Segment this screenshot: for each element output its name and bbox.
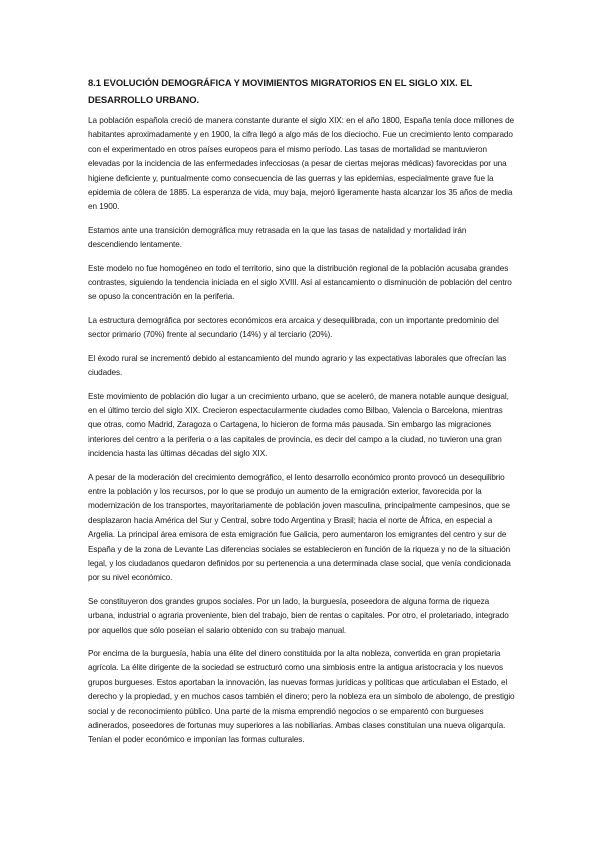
paragraph-social-groups: Se constituyeron dos grandes grupos sociales. Por un lado, la burguesía, poseedora de alguna forma de riqueza urbana, industrial o agraria proveniente, bien del trabajo, bien de rentas o capitales. Por otro, el proletariado, integrado por aquellos que sólo poseían el salario obtenido con su trabajo manual. [88, 596, 509, 635]
document-page [88, 74, 516, 757]
paragraph-population-growth: La población española creció de manera constante durante el siglo XIX: en el año 1800, España tenía doce millones de habitantes aproximadamente y en 1900, la cifra llegó a algo más de los dieciocho. Fue un crecimiento lento comparado con el experimentado en otros países europeos para el mismo período. Las tasas de mortalidad se mantuvieron elevadas por la incidencia de las enfermedades infecciosas (a pesar de ciertas mejoras médicas) favorecidas por una higiene deficiente y, puntualmente como consecuencia de las guerras y las epidemias, especialmente grave fue la epidemia de cólera de 1885. La esperanza de vida, muy baja, mejoró ligeramente hasta alcanzar los 35 años de media en 1900. [88, 116, 514, 212]
paragraph-demographic-transition: Estamos ante una transición demográfica muy retrasada en la que las tasas de natalidad y mortalidad irán descendiendo lentamente. [88, 225, 467, 250]
paragraph-urban-growth: Este movimiento de población dio lugar a un crecimiento urbano, que se aceleró, de manera notable aunque desigual, en el último tercio del siglo XIX. Crecieron espectacularmente ciudades como Bilbao, Valencia o Barcelona, mientras que otras, como Madrid, Zaragoza o Cartagena, lo hicieron de forma más pausada. Sin embargo las migraciones interiores del centro a la periferia o a las capitales de provincia, es decir del campo a la ciudad, no tuvieron una gran incidencia hasta las últimas décadas del siglo XIX. [88, 391, 509, 459]
paragraph-elite: Por encima de la burguesía, había una élite del dinero constituida por la alta nobleza, convertida en gran propietaria agrícola. La élite dirigente de la sociedad se estructuró como una simbiosis entre la antigua aristocracia y los nuevos grupos burgueses. Estos aportaban la innovación, las nuevas formas jurídicas y políticas que articulaban el Estado, el derecho y la propiedad, y en muchos casos también el dinero; pero la nobleza era un símbolo de abolengo, de prestigio social y de reconocimiento público. Una parte de la misma emprendió negocios o se emparentó con burgueses adinerados, poseedores de fortunas muy superiores a las nobiliarias. Ambas clases constituían una nueva oligarquía. Tenían el poder económico e imponían las formas culturales. [88, 649, 515, 745]
paragraph-rural-exodus: El éxodo rural se incrementó debido al estancamiento del mundo agrario y las expectativas laborales que ofrecían las ciudades. [88, 353, 507, 378]
paragraph-emigration: A pesar de la moderación del crecimiento demográfico, el lento desarrollo económico pronto provocó un desequilibrio entre la población y los recursos, por lo que se produjo un aumento de la emigración exterior, favorecida por la modernización de los transportes, mayoritariamente de población joven masculina, principalmente campesinos, que se desplazaron hacia América del Sur y Central, sobre todo Argentina y Brasil; hacia el norte de África, en especial a Argelia. La principal área emisora de esta emigración fue Galicia, pero aumentaron los emigrantes del centro y sur de España y de la zona de Levante Las diferencias sociales se establecieron en función de la riqueza y no de la situación legal, y los ciudadanos quedaron definidos por su pertenencia a una determinada clase social, que venía condicionada por su nivel económico. [88, 472, 511, 583]
document-title: 8.1 EVOLUCIÓN DEMOGRÁFICA Y MOVIMIENTOS MIGRATORIOS EN EL SIGLO XIX. EL DESARROLLO URBANO. [88, 77, 473, 105]
paragraph-economic-sectors: La estructura demográfica por sectores económicos era arcaica y desequilibrada, con un importante predominio del sector primario (70%) frente al secundario (14%) y al terciario (20%). [88, 315, 499, 340]
paragraph-regional-distribution: Este modelo no fue homogéneo en todo el territorio, sino que la distribución regional de la población acusaba grandes contrastes, siguiendo la tendencia iniciada en el siglo XVIII. Así al estancamiento o disminución de población del centro se opuso la concentración en la periferia. [88, 263, 512, 302]
